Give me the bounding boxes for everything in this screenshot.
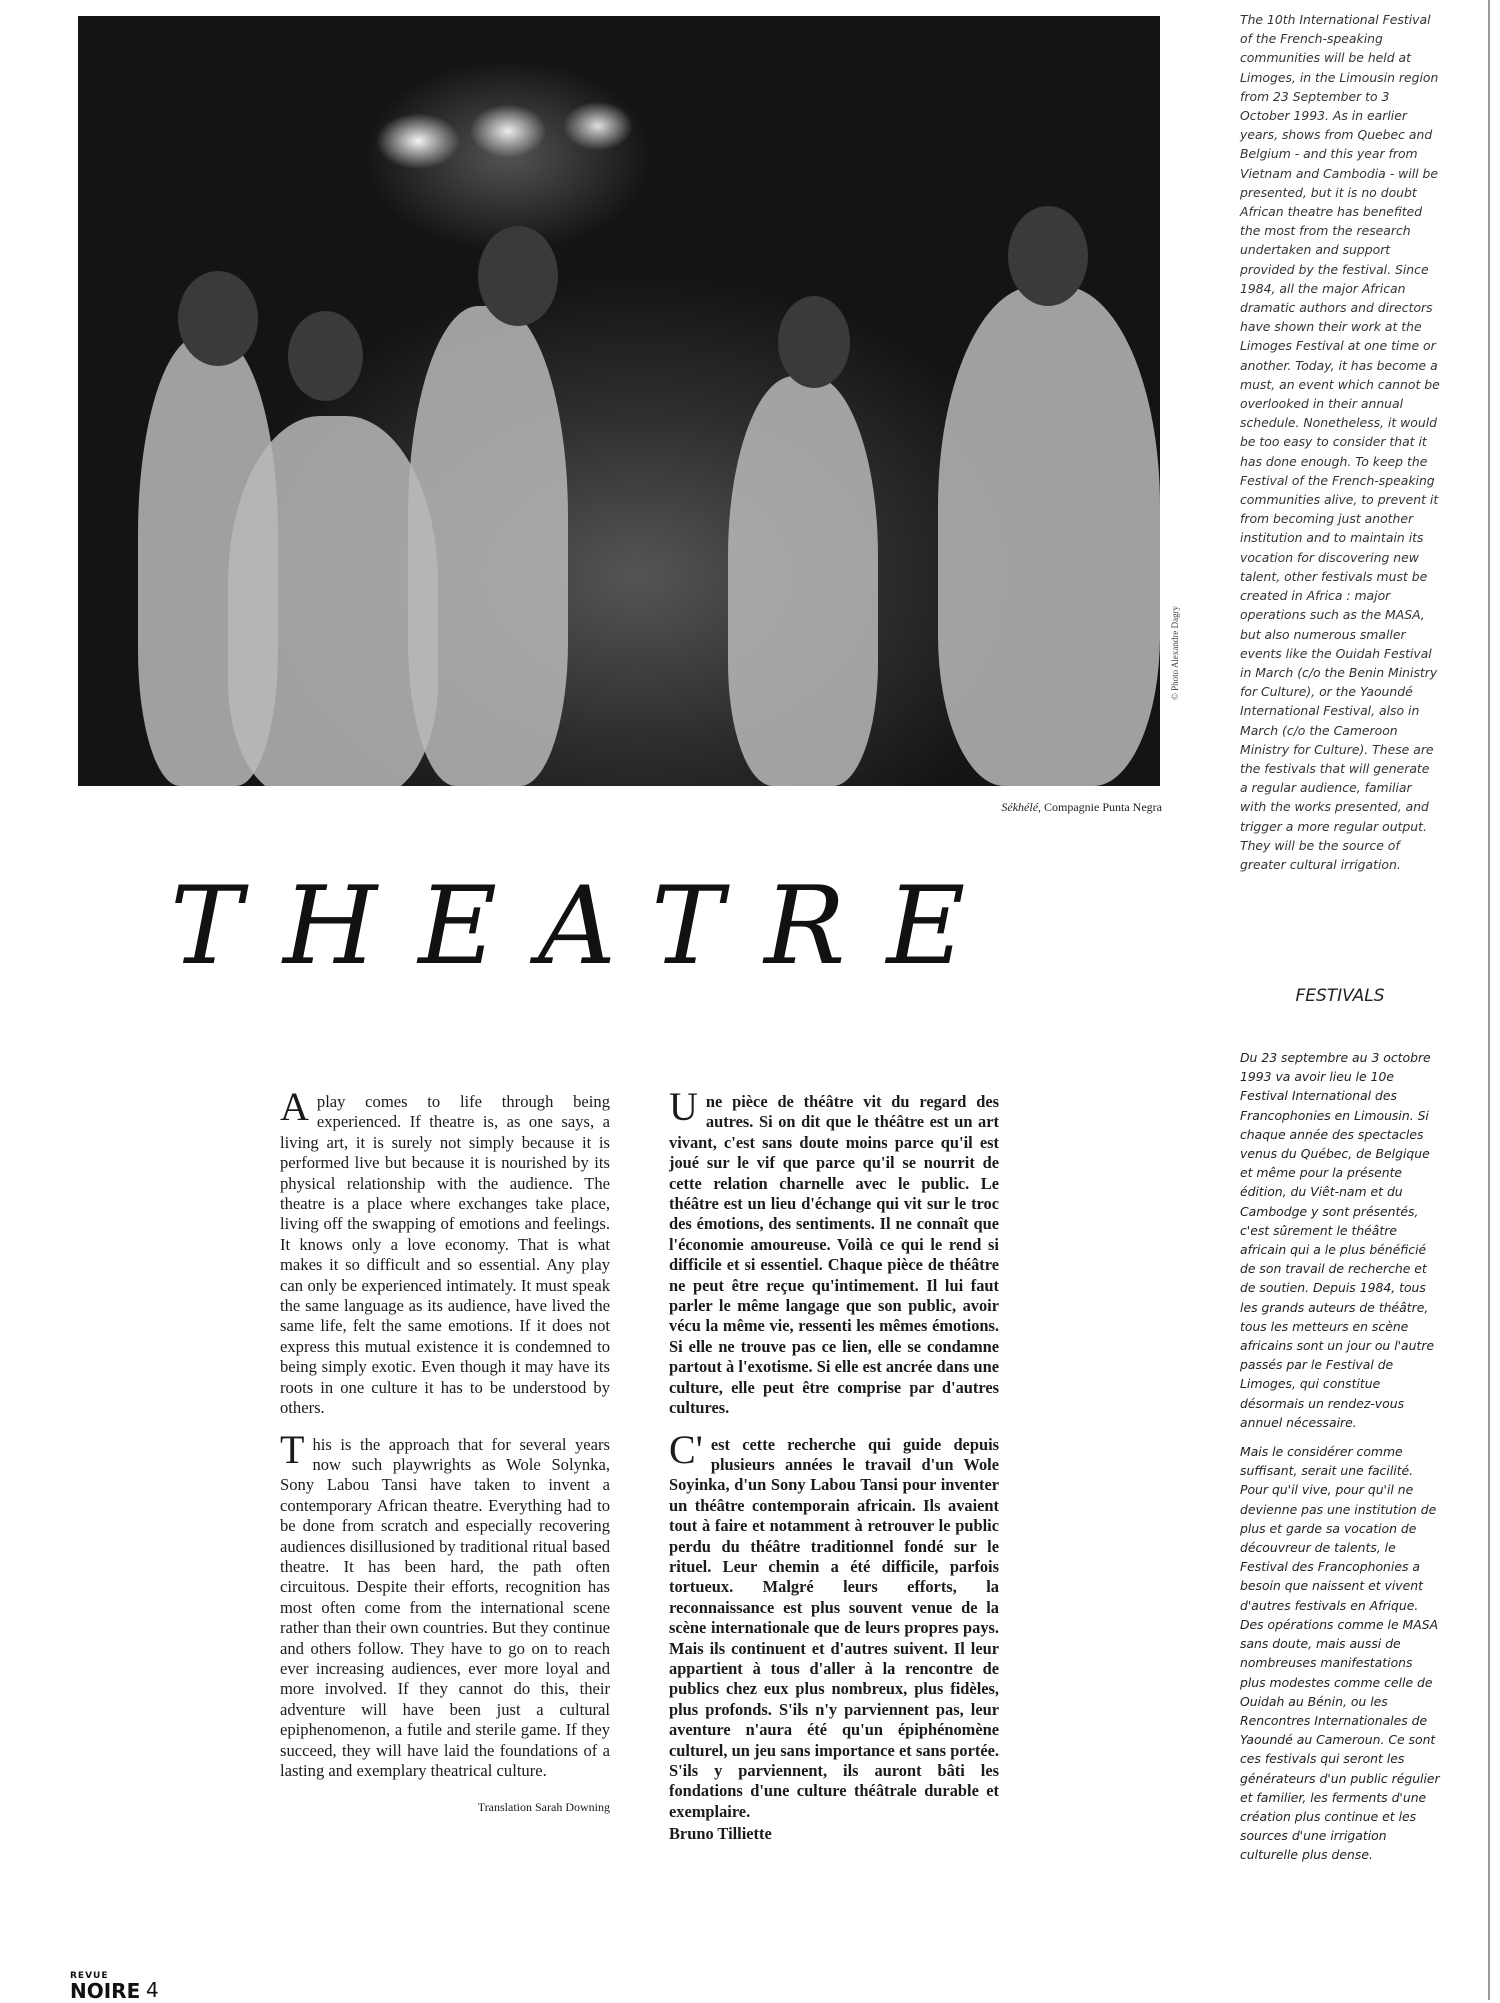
drop-cap: U <box>669 1084 698 1129</box>
performer-figure <box>408 306 568 786</box>
drop-cap: T <box>280 1426 305 1472</box>
caption-title: Sékhélé <box>1001 800 1039 814</box>
performer-head <box>178 271 258 366</box>
sidebar-english: The 10th International Festival of the French-speaking communities will be held at Limoges, in the Limousin region from 23 September to 3 October 1993. As in earlier years, shows from Quebec and Belgium - and this year from Vietnam and Cambodia - will be presented, but it is no doubt African theatre has benefited the most from the research undertaken and support provided by the festival. Since 1984, all the major African dramatic authors and directors have shown their work at the Limoges Festival at one time or another. Today, it has become a must, an event which cannot be overlooked in their annual schedule. Nonetheless, it would be too easy to consider that it has done enough. To keep the Festival of the French-speaking communities alive, to prevent it from becoming just another institution and to maintain its vocation for discovering new talent, other festivals must be created in Africa : major operations such as the MASA, but also numerous smaller events like the Ouidah Festival in March (c/o the Benin Ministry for Culture), or the Yaoundé International Festival, also in March (c/o the Cameroon Ministry for Culture). These are the festivals that will generate a regular audience, familiar with the works presented, and trigger a more regular output. They will be the source of greater cultural irrigation. <box>1240 12 1440 872</box>
performer-head <box>778 296 850 388</box>
performer-figure <box>728 376 878 786</box>
performer-head <box>1008 206 1088 306</box>
page-edge <box>1488 0 1490 2000</box>
photo-credit: © Photo Alexandre Dagry <box>1170 605 1180 700</box>
drop-cap: A <box>280 1084 309 1129</box>
paragraph-text: play comes to life through being experienced. If theatre is, as one says, a living art, it is surely not simply because it is performed live but because it is nourished by its physical relationship with the audience. The theatre is a place where exchanges take place, living off the swapping of emotions and feelings. It knows only a love economy. That is what makes it so difficult and so essential. Any play can only be experienced intimately. It must speak the same language as its audience, have lived the same life, felt the same emotions. If it does not express this mutual existence it is condemned to being simply exotic. Even though it may have its roots in one culture it has to be understood by others. <box>280 1092 610 1418</box>
paragraph-text: his is the approach that for several years now such playwrights as Wole Solynka, Sony Labou Tansi have taken to invent a contemporary African theatre. Everything had to be done from scratch and especially recovering audiences disillusioned by traditional ritual based theatre. It has been hard, the path often circuitous. Despite their efforts, recognition has most often come from the international scene rather than their own countries. But they continue and others follow. They have to go on to reach ever increasing audiences, ever more loyal and more involved. If they cannot do this, their adventure will have been just a cultural epiphenomenon, a futile and sterile game. If they succeed, they will have laid the foundations of a lasting and exemplary theatrical culture. <box>280 1434 610 1780</box>
paragraph-text: ne pièce de théâtre vit du regard des autres. Si on dit que le théâtre est un art vivant, c'est sans doute moins parce qu'il est joué sur le vif que parce qu'il se nourrit de cette relation charnelle avec le public. Le théâtre est un lieu d'échange qui vit sur le troc des émotions, des sentiments. Il ne connaît que l'économie amoureuse. Voilà ce qui le rend si difficile et si essentiel. Chaque pièce de théâtre ne peut être reçue qu'intimement. Il lui faut parler le même langage que son public, avoir vécu la même vie, ressenti les mêmes émotions. Si elle ne trouve pas ce lien, elle se condamne partout à l'exotisme. Si elle est ancrée dans une culture, elle peut être comprise par d'autres cultures. <box>669 1092 999 1418</box>
performer-figure <box>228 416 438 786</box>
revue-noire-logo <box>70 1972 140 2001</box>
page-title: THEATRE <box>170 864 1007 989</box>
drop-cap: C' <box>669 1426 703 1472</box>
logo-bottom-text: NOIRE <box>70 1979 141 2003</box>
performer-head <box>478 226 558 326</box>
english-paragraph <box>280 1426 610 1782</box>
author-name: Bruno Tilliette <box>669 1824 772 1844</box>
festivals-heading: FESTIVALS <box>1295 986 1385 1006</box>
photo-caption <box>1001 800 1162 815</box>
french-column <box>669 1084 999 1845</box>
sidebar-french <box>1240 1048 1440 1865</box>
stage-photo <box>78 16 1160 786</box>
performer-figure <box>938 286 1160 786</box>
page-number: 4 <box>146 1978 159 2002</box>
performer-head <box>288 311 363 401</box>
english-column <box>280 1084 610 1818</box>
english-paragraph <box>280 1084 610 1419</box>
french-paragraph <box>669 1426 999 1823</box>
sidebar-french-paragraph: Du 23 septembre au 3 octobre 1993 va avoir lieu le 10e Festival International des Francophonies en Limousin. Si chaque année des spectacles venus du Québec, de Belgique et même pour la présente édition, du Viêt-nam et du Cambodge y sont présentés, c'est sûrement le théâtre africain qui a le plus bénéficié de son travail de recherche et de soutien. Depuis 1984, tous les grands auteurs de théâtre, tous les metteurs en scène africains sont un jour ou l'autre passés par le Festival de Limoges, qui constitue désormais un rendez-vous annuel nécessaire. <box>1240 1050 1435 1430</box>
sidebar-french-paragraph: Mais le considérer comme suffisant, serait une facilité. Pour qu'il vive, pour qu'il ne devienne pas une institution de plus et garde sa vocation de découvreur de talents, le Festival des Francophonies a besoin que naissent et vivent d'autres festivals en Afrique. Des opérations comme le MASA sans doute, mais aussi de nombreuses manifestations plus modestes comme celle de Ouidah au Bénin, ou les Rencontres Internationales de Yaoundé au Cameroun. Ce sont ces festivals qui seront les générateurs d'un public régulier et familier, les ferments d'une création plus continue et les sources d'une irrigation culturelle plus dense. <box>1240 1444 1440 1863</box>
french-paragraph <box>669 1084 999 1419</box>
translation-credit: Translation Sarah Downing <box>477 1800 610 1815</box>
paragraph-text: est cette recherche qui guide depuis plusieurs années le travail d'un Wole Soyinka, d'un Sony Labou Tansi pour inventer un théâtre contemporain africain. Ils avaient tout à faire et notamment à retrouver le public perdu du théâtre traditionnel fondé sur le rituel. Leur chemin a été difficile, parfois tortueux. Malgré leurs efforts, la reconnaissance est plus souvent venue de la scène internationale que de leurs propres pays. Mais ils continuent et d'autres suivent. Il leur appartient à tous d'aller à la rencontre de publics chez eux plus nombreux, plus fidèles, plus profonds. S'ils n'y parviennent pas, leur aventure n'aura été qu'un épiphénomène culturel, un jeu sans importance et sans portée. S'ils y parviennent, ils auront bâti les fondations d'une culture théâtrale durable et exemplaire. <box>669 1434 999 1821</box>
logo-top-text: REVUE <box>70 1971 109 1981</box>
caption-rest: , Compagnie Punta Negra <box>1038 800 1162 814</box>
